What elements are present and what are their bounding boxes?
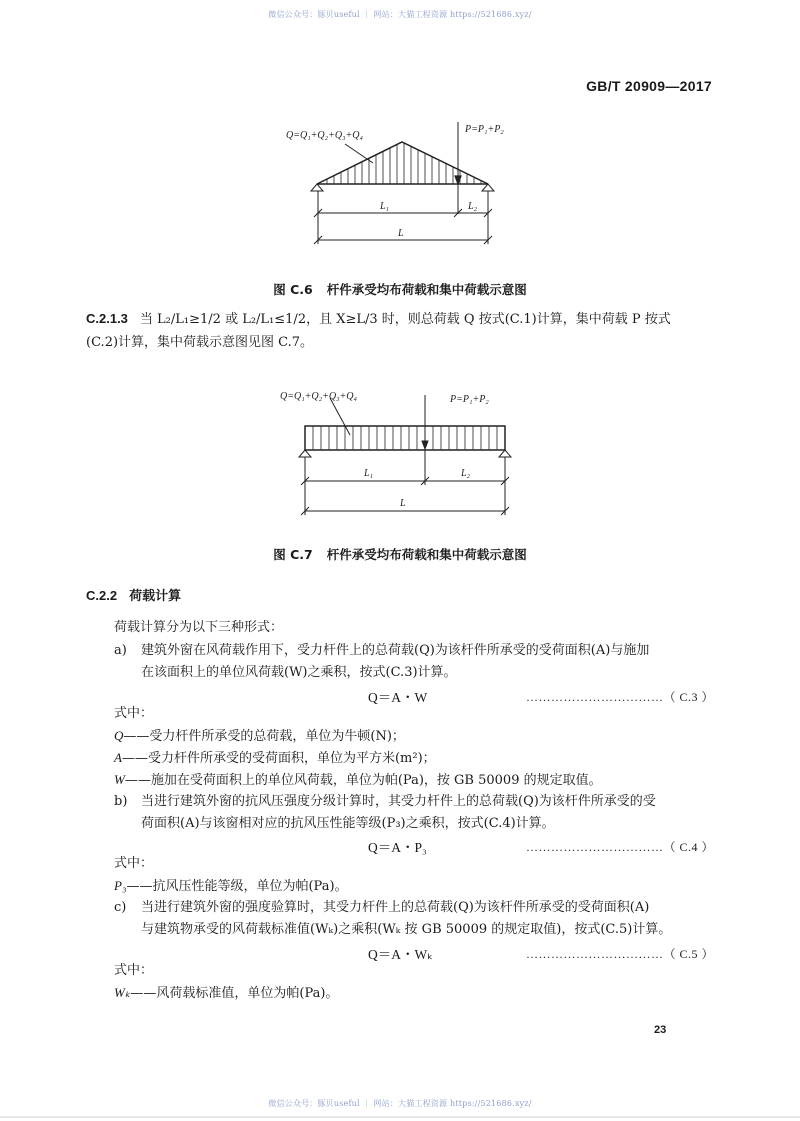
figure-c7-title: 杆件承受均布荷载和集中荷载示意图 (326, 547, 527, 562)
where-label-c: 式中： (114, 963, 154, 978)
item-c-marker: c) (114, 900, 127, 915)
figure-c7-number: 图 C.7 (273, 547, 313, 562)
page-bottom-divider (0, 1116, 800, 1118)
definition-A: A——受力杆件所承受的受荷面积，单位为平方米(m²)； (114, 750, 436, 766)
section-c22-number: C.2.2 (86, 588, 118, 603)
section-c22-title: 荷载计算 (129, 589, 182, 604)
equation-ref-c5: ……………………………（ C.5 ） (525, 947, 714, 961)
item-b-text: 当进行建筑外窗的抗风压强度分级计算时，其受力杆件上的总荷载(Q)为该杆件所承受的受 (141, 794, 656, 809)
figure-c7-L2-label: L₂ (461, 468, 471, 479)
item-c-line2: 与建筑物承受的风荷载标准值(Wₖ)之乘积(Wₖ 按 GB 50009 的规定取值)，按式(C.5)计算。 (141, 922, 672, 937)
clause-c213-number: C.2.1.3 (86, 311, 128, 326)
formula-c3: Q＝A・W (368, 690, 428, 705)
figure-c7-Q-label: Q=Q₁+Q₂+Q₃+Q₄ (280, 391, 358, 402)
figure-c6-L2-label: L₂ (468, 201, 478, 212)
item-a-line1 (114, 640, 649, 662)
definition-Q: Q——受力杆件所承受的总荷载，单位为牛顿(N)； (114, 728, 405, 744)
section-c22-heading (86, 585, 181, 608)
item-a-line2: 在该面积上的单位风荷载(W)之乘积，按式(C.3)计算。 (141, 665, 457, 680)
definition-W: W——施加在受荷面积上的单位风荷载，单位为帕(Pa)，按 GB 50009 的规定取值。 (114, 772, 602, 788)
item-a-text: 建筑外窗在风荷载作用下，受力杆件上的总荷载(Q)为该杆件所承受的受荷面积(A)与施加 (141, 643, 650, 658)
figure-c7-P-label: P=P₁+P₂ (450, 394, 489, 405)
item-c-line1 (114, 897, 649, 919)
item-b-marker: b) (114, 794, 128, 809)
where-label-b: 式中： (114, 856, 154, 871)
figure-c6-number: 图 C.6 (273, 282, 313, 297)
clause-c213-line2: (C.2)计算，集中荷载示意图见图 C.7。 (86, 335, 314, 350)
figure-c6-title: 杆件承受均布荷载和集中荷载示意图 (326, 282, 527, 297)
page-number: 23 (654, 1024, 667, 1036)
formula-c5: Q＝A・Wₖ (368, 947, 433, 962)
figure-c7-L1-label: L₁ (364, 468, 374, 479)
figure-c6-P-label: P=P₁+P₂ (465, 124, 504, 135)
figure-c6-Q-label: Q=Q₁+Q₂+Q₃+Q₄ (286, 130, 364, 141)
figure-c6-L-label: L (398, 228, 404, 239)
clause-c213-line1: 当 L₂/L₁≥1/2 或 L₂/L₁≤1/2，且 X≥L/3 时，则总荷载 Q 按式(C.1)计算，集中荷载 P 按式 (139, 312, 671, 327)
equation-ref-c4: ……………………………（ C.4 ） (525, 840, 714, 854)
figure-c7-diagram (0, 0, 800, 530)
item-a-marker: a) (114, 643, 127, 658)
section-c22-intro: 荷载计算分为以下三种形式： (114, 620, 284, 635)
formula-c4: Q＝A・P₃ (368, 840, 427, 855)
item-b-line2: 荷面积(A)与该窗相对应的抗风压性能等级(P₃)之乘积，按式(C.4)计算。 (141, 816, 555, 831)
definition-Wk: Wₖ——风荷载标准值，单位为帕(Pa)。 (114, 985, 339, 1001)
item-b-line1 (114, 791, 656, 813)
item-c-text: 当进行建筑外窗的强度验算时，其受力杆件上的总荷载(Q)为该杆件所承受的受荷面积(A) (141, 900, 650, 915)
figure-c7-L-label: L (400, 498, 406, 509)
watermark-top: 微信公众号：豚贝useful ｜ 网站：大猫工程资源 https://521686.xyz/ (268, 10, 532, 19)
where-label-a: 式中： (114, 706, 154, 721)
figure-c7-caption (0, 545, 800, 563)
figure-c6-L1-label: L₁ (380, 201, 390, 212)
watermark-bottom: 微信公众号：豚贝useful ｜ 网站：大猫工程资源 https://521686.xyz/ (268, 1099, 532, 1108)
equation-ref-c3: ……………………………（ C.3 ） (525, 690, 714, 704)
standard-code: GB/T 20909—2017 (586, 78, 712, 94)
definition-P3: P₃——抗风压性能等级，单位为帕(Pa)。 (114, 878, 348, 894)
